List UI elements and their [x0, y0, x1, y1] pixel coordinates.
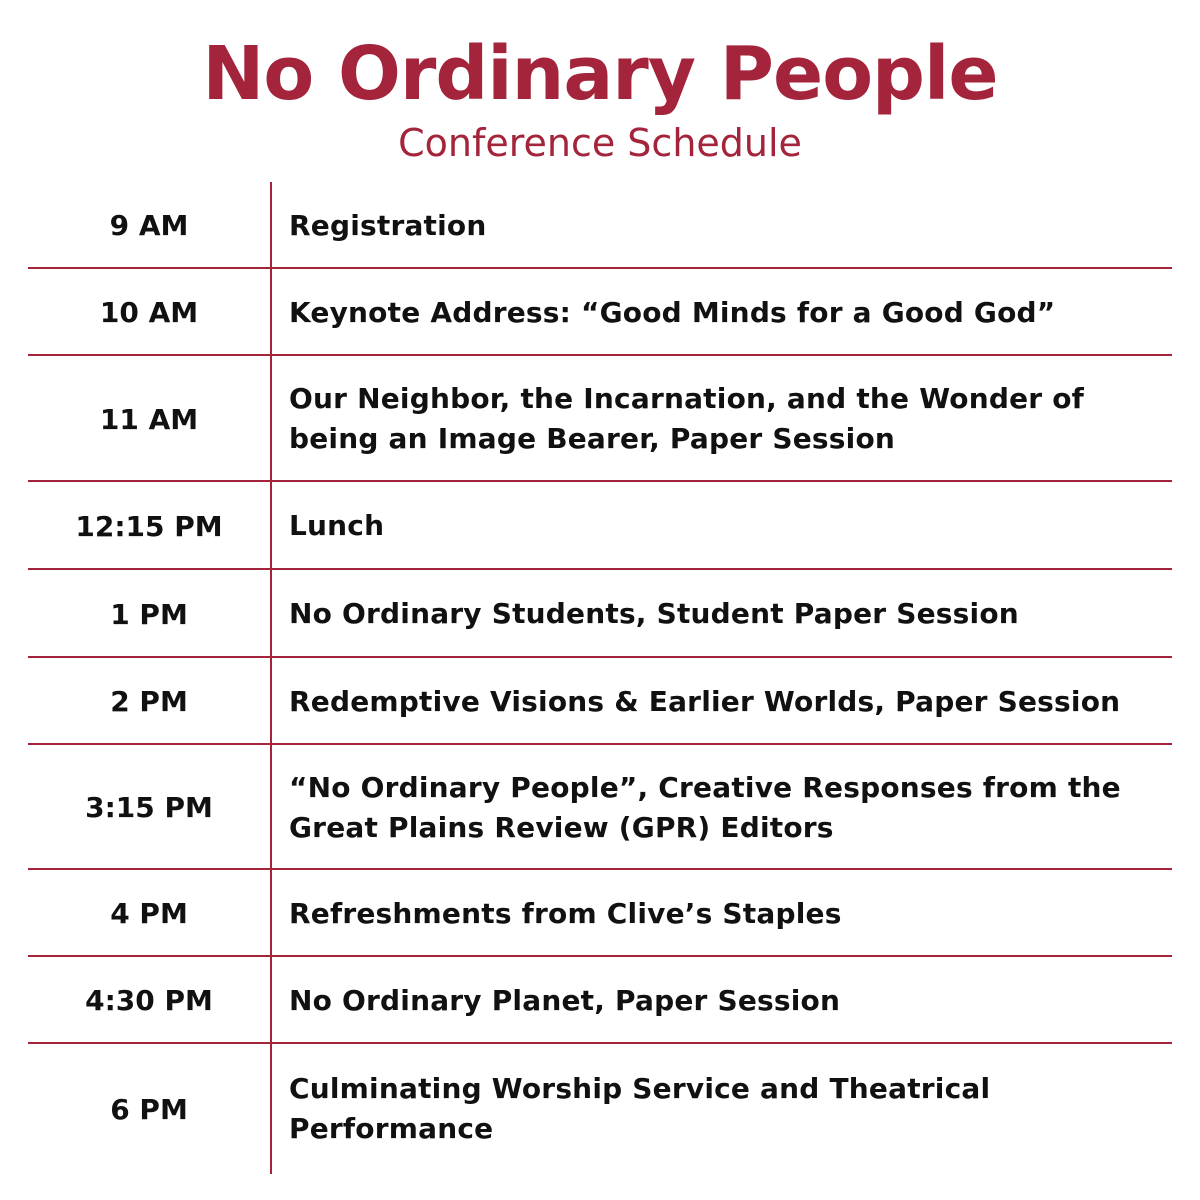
schedule-row: [28, 570, 1172, 658]
schedule-time: 4 PM: [110, 897, 188, 930]
schedule-event-text: Lunch: [289, 509, 385, 542]
schedule-time: 1 PM: [110, 597, 188, 631]
schedule-row: [28, 182, 1172, 269]
schedule-event: [289, 745, 1169, 870]
schedule-event: [289, 1044, 1049, 1174]
schedule-time: 11 AM: [99, 402, 199, 436]
schedule-event: [289, 482, 1169, 570]
schedule-row: [28, 957, 1172, 1044]
schedule-event-text: “No Ordinary People”, Creative Responses from the Great Plains Review (GPR) Editors: [289, 770, 1121, 844]
schedule-event-text: Culminating Worship Service and Theatrical Performance: [289, 1072, 991, 1145]
schedule-event-text: Registration: [289, 208, 487, 242]
schedule-time: 4:30 PM: [85, 984, 213, 1017]
schedule-row: [28, 870, 1172, 957]
schedule-time: 3:15 PM: [85, 791, 213, 824]
schedule-event: [289, 570, 1169, 658]
schedule-event-text: Refreshments from Clive’s Staples: [289, 896, 842, 930]
schedule-time: 9 AM: [109, 209, 189, 242]
schedule-event-text: Keynote Address: “Good Minds for a Good God”: [289, 295, 1056, 329]
schedule-time: 10 AM: [99, 296, 199, 329]
schedule-time: 6 PM: [110, 1092, 188, 1126]
schedule-time: 2 PM: [110, 685, 188, 718]
schedule-row: [28, 745, 1172, 870]
schedule-event: [289, 182, 1169, 269]
schedule-event: [289, 356, 1129, 482]
schedule-event-text: Redemptive Visions & Earlier Worlds, Paper Session: [289, 684, 1121, 718]
schedule-event: [289, 870, 1169, 957]
schedule-time: 12:15 PM: [75, 509, 223, 543]
schedule-row: [28, 269, 1172, 356]
page-subtitle: Conference Schedule: [398, 121, 802, 165]
schedule-event: [289, 269, 1169, 356]
schedule-event: [289, 957, 1169, 1044]
schedule-table: [28, 182, 1172, 1174]
schedule-row: [28, 356, 1172, 482]
page-title: No Ordinary People: [202, 31, 998, 117]
schedule-row: [28, 658, 1172, 745]
schedule-event-text: No Ordinary Planet, Paper Session: [289, 983, 841, 1017]
schedule-event-text: Our Neighbor, the Incarnation, and the Wonder of being an Image Bearer, Paper Session: [289, 382, 1085, 455]
schedule-event-text: No Ordinary Students, Student Paper Session: [289, 597, 1019, 630]
schedule-row: [28, 482, 1172, 570]
schedule-event: [289, 658, 1169, 745]
schedule-row: [28, 1044, 1172, 1174]
